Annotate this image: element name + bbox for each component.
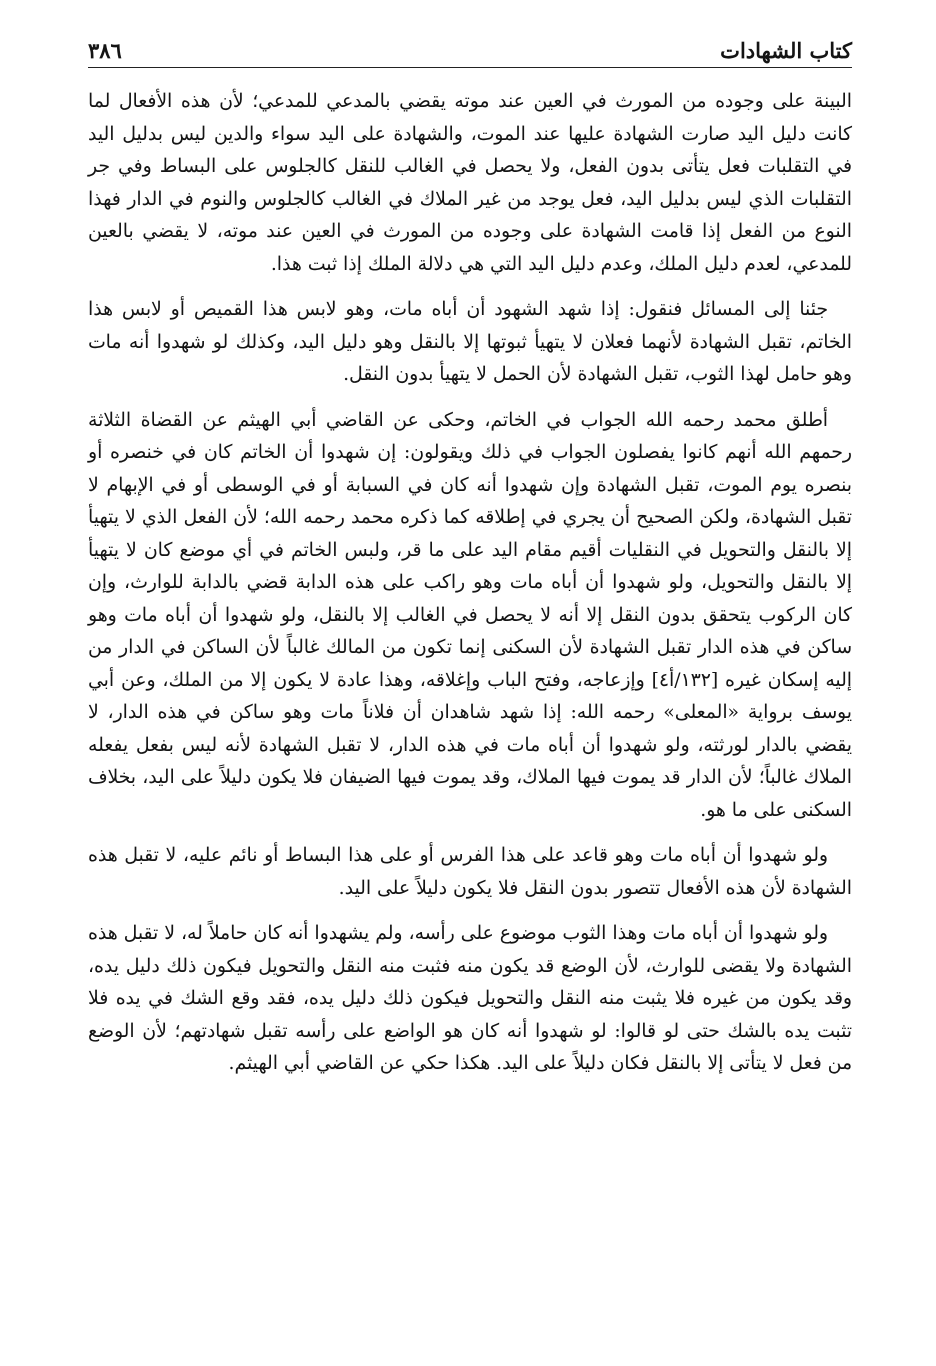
chapter-title: كتاب الشهادات — [720, 38, 852, 63]
paragraph-4: ولو شهدوا أن أباه مات وهو قاعد على هذا الفرس أو على هذا البساط أو نائم عليه، لا تقبل هذه الشهادة لأن هذه الأفعال تتصور بدون النقل فلا يكون دليلاً على اليد. — [88, 845, 852, 899]
body-text — [88, 86, 852, 1081]
running-header — [88, 30, 852, 68]
paragraph-5: ولو شهدوا أن أباه مات وهذا الثوب موضوع على رأسه، ولم يشهدوا أنه كان حاملاً له، لا تقبل هذه الشهادة ولا يقضى للوارث، لأن الوضع قد يكون منه فثبت منه النقل والتحويل فيكون ذلك دليل يده، وقد يكون من غيره فلا يثبت منه النقل والتحويل فيكون ذلك دليل يده، فقد وقع الشك في يده فلا تثبت يده بالشك حتى لو قالوا: لو شهدوا أنه كان هو الواضع على رأسه تقبل شهادتهم؛ لأن الوضع من فعل لا يتأتى إلا بالنقل فكان دليلاً على اليد. هكذا حكي عن القاضي أبي الهيثم. — [88, 923, 852, 1074]
paragraph-2: جئنا إلى المسائل فنقول: إذا شهد الشهود أن أباه مات، وهو لابس هذا القميص أو لابس هذا الخاتم، تقبل الشهادة لأنهما فعلان لا يتهيأ ثبوتها إلا بالنقل وهو دليل اليد، وكذلك لو شهدوا أنه مات وهو حامل لهذا الثوب، تقبل الشهادة لأن الحمل لا يتهيأ بدون النقل. — [88, 299, 852, 385]
page-number: ٣٨٦ — [88, 38, 122, 63]
paragraph-3: أطلق محمد رحمه الله الجواب في الخاتم، وحكى عن القاضي أبي الهيثم عن القضاة الثلاثة رحمهم الله أنهم كانوا يفصلون الجواب في ذلك ويقولون: إن شهدوا أن الخاتم كان في خنصره أو بنصره يوم الموت، تقبل الشهادة وإن شهدوا أنه كان في السبابة أو في الوسطى أو في الإبهام لا تقبل الشهادة، ولكن الصحيح أن يجري في إطلاقه كما ذكره محمد رحمه الله؛ لأن الفعل الذي لا يتهيأ إلا بالنقل والتحويل في النقليات أقيم مقام اليد على ما قر، ولبس الخاتم في أي موضع كان لا يتهيأ إلا بالنقل والتحويل، ولو شهدوا أن أباه مات وهو راكب على هذه الدابة قضي بالدابة للوارث، وإن كان الركوب يتحقق بدون النقل إلا أنه لا يحصل في الغالب إلا بالنقل، ولو شهدوا أن أباه مات وهو ساكن في هذه الدار تقبل الشهادة لأن السكنى إنما تكون من المالك غالباً لأن الساكن في الدار من إليه إسكان غيره [١٣٢/أ٤] وإزعاجه، وفتح الباب وإغلاقه، وهذا عادة لا يكون إلا من الملك، وعن أبي يوسف برواية «المعلى» رحمه الله: إذا شهد شاهدان أن فلاناً مات وهو ساكن في هذه الدار، لا يقضي بالدار لورثته، ولو شهدوا أن أباه مات في هذه الدار، لا تقبل الشهادة لأنه ليس بفعل يفعله الملاك غالباً؛ لأن الدار قد يموت فيها الملاك، وقد يموت فيها الضيفان فلا يكون دليلاً على اليد، بخلاف السكنى على ما هو. — [88, 409, 853, 821]
paragraph-1: البينة على وجوده من المورث في العين عند موته يقضي بالمدعي للمدعي؛ لأن هذه الأفعال لما كانت دليل اليد صارت الشهادة عليها عند الموت، والشهادة على اليد سواء والدين ليس بدليل اليد في التقلبات فعل يتأتى بدون الفعل، ولا يحصل في الغالب للنقل كالجلوس على البساط وفي جر التقلبات الذي ليس بدليل اليد، فعل يوجد من غير الملاك في الغالب كالجلوس والنوم في الدار فهذا النوع من الفعل إذا قامت الشهادة على وجوده من المورث في العين عند موته، لا يقضي بالعين للمدعي، لعدم دليل الملك، وعدم دليل اليد التي هي دلالة الملك إذا ثبت هذا. — [88, 91, 852, 275]
book-page — [88, 30, 852, 1094]
